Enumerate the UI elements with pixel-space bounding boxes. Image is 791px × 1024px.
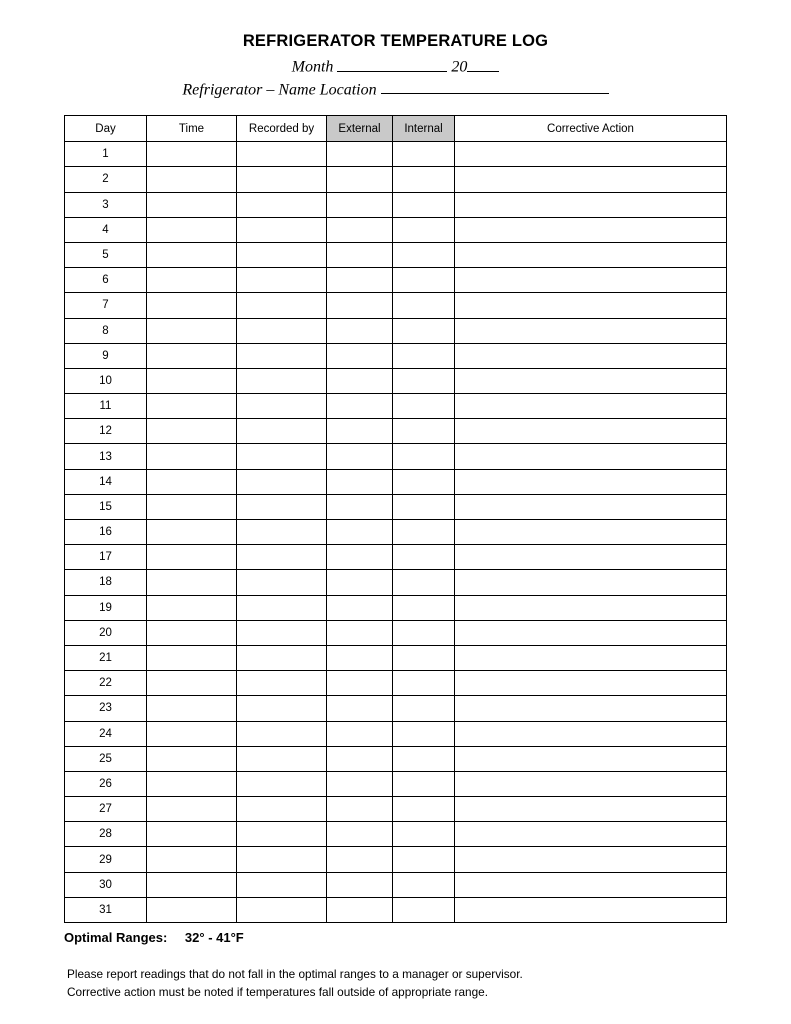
day-cell: 28 [65,822,147,847]
time-cell[interactable] [147,847,237,872]
external-cell[interactable] [327,419,393,444]
internal-cell[interactable] [393,318,455,343]
table-row [65,293,727,318]
recorded-by-cell[interactable] [237,368,327,393]
recorded-by-cell[interactable] [237,167,327,192]
corrective-action-cell[interactable] [455,545,727,570]
internal-cell[interactable] [393,494,455,519]
internal-cell[interactable] [393,293,455,318]
recorded-by-cell[interactable] [237,746,327,771]
external-cell[interactable] [327,721,393,746]
table-row [65,671,727,696]
recorded-by-cell[interactable] [237,721,327,746]
time-cell[interactable] [147,167,237,192]
column-header-corrective-action: Corrective Action [455,116,727,142]
corrective-action-cell[interactable] [455,343,727,368]
day-cell: 16 [65,520,147,545]
day-cell: 22 [65,671,147,696]
recorded-by-cell[interactable] [237,142,327,167]
table-body [65,142,727,923]
day-cell: 26 [65,771,147,796]
external-cell[interactable] [327,570,393,595]
day-cell: 29 [65,847,147,872]
day-cell: 24 [65,721,147,746]
recorded-by-cell[interactable] [237,242,327,267]
recorded-by-cell[interactable] [237,771,327,796]
recorded-by-cell[interactable] [237,847,327,872]
note-line-2: Corrective action must be noted if temperatures fall outside of appropriate range. [67,985,488,1000]
external-cell[interactable] [327,368,393,393]
corrective-action-cell[interactable] [455,797,727,822]
time-cell[interactable] [147,746,237,771]
internal-cell[interactable] [393,469,455,494]
corrective-action-cell[interactable] [455,897,727,922]
table-row [65,242,727,267]
recorded-by-cell[interactable] [237,570,327,595]
time-cell[interactable] [147,545,237,570]
external-cell[interactable] [327,469,393,494]
recorded-by-cell[interactable] [237,343,327,368]
table-row [65,142,727,167]
corrective-action-cell[interactable] [455,268,727,293]
corrective-action-cell[interactable] [455,721,727,746]
time-cell[interactable] [147,822,237,847]
column-header-recorded-by: Recorded by [237,116,327,142]
internal-cell[interactable] [393,570,455,595]
internal-cell[interactable] [393,822,455,847]
day-cell: 7 [65,293,147,318]
recorded-by-cell[interactable] [237,797,327,822]
recorded-by-cell[interactable] [237,268,327,293]
corrective-action-cell[interactable] [455,469,727,494]
month-blank-field[interactable] [337,57,447,72]
day-cell: 4 [65,217,147,242]
internal-cell[interactable] [393,268,455,293]
internal-cell[interactable] [393,746,455,771]
time-cell[interactable] [147,217,237,242]
table-row [65,217,727,242]
external-cell[interactable] [327,520,393,545]
external-cell[interactable] [327,192,393,217]
day-cell: 8 [65,318,147,343]
internal-cell[interactable] [393,394,455,419]
internal-cell[interactable] [393,368,455,393]
recorded-by-cell[interactable] [237,872,327,897]
corrective-action-cell[interactable] [455,192,727,217]
internal-cell[interactable] [393,721,455,746]
corrective-action-cell[interactable] [455,293,727,318]
day-cell: 11 [65,394,147,419]
location-blank-field[interactable] [381,80,609,95]
recorded-by-cell[interactable] [237,545,327,570]
table-row [65,520,727,545]
internal-cell[interactable] [393,192,455,217]
time-cell[interactable] [147,469,237,494]
corrective-action-cell[interactable] [455,419,727,444]
recorded-by-cell[interactable] [237,645,327,670]
table-header-row [65,116,727,142]
day-cell: 15 [65,494,147,519]
internal-cell[interactable] [393,217,455,242]
recorded-by-cell[interactable] [237,671,327,696]
day-cell: 14 [65,469,147,494]
recorded-by-cell[interactable] [237,620,327,645]
corrective-action-cell[interactable] [455,368,727,393]
time-cell[interactable] [147,620,237,645]
external-cell[interactable] [327,847,393,872]
internal-cell[interactable] [393,595,455,620]
external-cell[interactable] [327,897,393,922]
internal-cell[interactable] [393,771,455,796]
external-cell[interactable] [327,394,393,419]
corrective-action-cell[interactable] [455,771,727,796]
month-label: Month [291,58,334,76]
day-cell: 27 [65,797,147,822]
external-cell[interactable] [327,620,393,645]
day-cell: 30 [65,872,147,897]
external-cell[interactable] [327,217,393,242]
day-cell: 2 [65,167,147,192]
day-cell: 5 [65,242,147,267]
table-row [65,797,727,822]
table-row [65,394,727,419]
table-row [65,343,727,368]
time-cell[interactable] [147,797,237,822]
optimal-ranges [64,930,727,945]
recorded-by-cell[interactable] [237,822,327,847]
external-cell[interactable] [327,822,393,847]
time-cell[interactable] [147,242,237,267]
time-cell[interactable] [147,721,237,746]
recorded-by-cell[interactable] [237,192,327,217]
corrective-action-cell[interactable] [455,696,727,721]
day-cell: 31 [65,897,147,922]
table-row [65,771,727,796]
corrective-action-cell[interactable] [455,394,727,419]
time-cell[interactable] [147,419,237,444]
internal-cell[interactable] [393,620,455,645]
year-prefix: 20 [451,58,468,76]
external-cell[interactable] [327,343,393,368]
refrigerator-label: Refrigerator – Name Location [182,81,377,99]
time-cell[interactable] [147,872,237,897]
optimal-ranges-value: 32° - 41°F [184,930,244,945]
external-cell[interactable] [327,771,393,796]
day-cell: 3 [65,192,147,217]
external-cell[interactable] [327,293,393,318]
external-cell[interactable] [327,645,393,670]
table-row [65,167,727,192]
time-cell[interactable] [147,494,237,519]
optimal-ranges-label: Optimal Ranges: [64,930,168,945]
corrective-action-cell[interactable] [455,167,727,192]
column-header-external: External [327,116,393,142]
external-cell[interactable] [327,595,393,620]
column-header-time: Time [147,116,237,142]
recorded-by-cell[interactable] [237,318,327,343]
time-cell[interactable] [147,595,237,620]
external-cell[interactable] [327,696,393,721]
external-cell[interactable] [327,142,393,167]
table-row [65,419,727,444]
recorded-by-cell[interactable] [237,419,327,444]
footer-notes [67,965,727,1002]
time-cell[interactable] [147,318,237,343]
table-row [65,368,727,393]
month-year-line [64,57,727,77]
refrigerator-location-line [64,80,727,100]
internal-cell[interactable] [393,419,455,444]
day-cell: 23 [65,696,147,721]
internal-cell[interactable] [393,520,455,545]
internal-cell[interactable] [393,897,455,922]
recorded-by-cell[interactable] [237,494,327,519]
internal-cell[interactable] [393,545,455,570]
table-row [65,746,727,771]
day-cell: 19 [65,595,147,620]
recorded-by-cell[interactable] [237,897,327,922]
table-row [65,444,727,469]
table-row [65,318,727,343]
internal-cell[interactable] [393,645,455,670]
internal-cell[interactable] [393,847,455,872]
day-cell: 1 [65,142,147,167]
day-cell: 17 [65,545,147,570]
time-cell[interactable] [147,444,237,469]
external-cell[interactable] [327,494,393,519]
day-cell: 18 [65,570,147,595]
internal-cell[interactable] [393,142,455,167]
corrective-action-cell[interactable] [455,595,727,620]
corrective-action-cell[interactable] [455,444,727,469]
time-cell[interactable] [147,192,237,217]
time-cell[interactable] [147,897,237,922]
corrective-action-cell[interactable] [455,242,727,267]
internal-cell[interactable] [393,343,455,368]
table-row [65,822,727,847]
corrective-action-cell[interactable] [455,822,727,847]
recorded-by-cell[interactable] [237,595,327,620]
page-title: REFRIGERATOR TEMPERATURE LOG [242,32,549,50]
external-cell[interactable] [327,671,393,696]
time-cell[interactable] [147,293,237,318]
external-cell[interactable] [327,746,393,771]
external-cell[interactable] [327,318,393,343]
table-row [65,268,727,293]
corrective-action-cell[interactable] [455,847,727,872]
external-cell[interactable] [327,872,393,897]
internal-cell[interactable] [393,671,455,696]
time-cell[interactable] [147,368,237,393]
internal-cell[interactable] [393,872,455,897]
external-cell[interactable] [327,444,393,469]
time-cell[interactable] [147,696,237,721]
corrective-action-cell[interactable] [455,494,727,519]
corrective-action-cell[interactable] [455,217,727,242]
table-row [65,847,727,872]
time-cell[interactable] [147,394,237,419]
time-cell[interactable] [147,268,237,293]
column-header-internal: Internal [393,116,455,142]
recorded-by-cell[interactable] [237,394,327,419]
day-cell: 10 [65,368,147,393]
corrective-action-cell[interactable] [455,142,727,167]
corrective-action-cell[interactable] [455,318,727,343]
recorded-by-cell[interactable] [237,520,327,545]
table-row [65,872,727,897]
year-blank-field[interactable] [467,57,499,72]
corrective-action-cell[interactable] [455,645,727,670]
table-row [65,469,727,494]
external-cell[interactable] [327,797,393,822]
day-cell: 21 [65,645,147,670]
day-cell: 13 [65,444,147,469]
time-cell[interactable] [147,343,237,368]
corrective-action-cell[interactable] [455,570,727,595]
internal-cell[interactable] [393,167,455,192]
time-cell[interactable] [147,520,237,545]
external-cell[interactable] [327,242,393,267]
table-row [65,620,727,645]
time-cell[interactable] [147,645,237,670]
internal-cell[interactable] [393,444,455,469]
corrective-action-cell[interactable] [455,872,727,897]
time-cell[interactable] [147,570,237,595]
time-cell[interactable] [147,771,237,796]
recorded-by-cell[interactable] [237,696,327,721]
table-row [65,645,727,670]
table-row [65,570,727,595]
note-line-1: Please report readings that do not fall in the optimal ranges to a manager or supervisor. [67,967,523,981]
corrective-action-cell[interactable] [455,746,727,771]
internal-cell[interactable] [393,797,455,822]
internal-cell[interactable] [393,242,455,267]
corrective-action-cell[interactable] [455,520,727,545]
recorded-by-cell[interactable] [237,469,327,494]
corrective-action-cell[interactable] [455,671,727,696]
external-cell[interactable] [327,545,393,570]
recorded-by-cell[interactable] [237,444,327,469]
column-header-day: Day [65,116,147,142]
recorded-by-cell[interactable] [237,293,327,318]
external-cell[interactable] [327,167,393,192]
temperature-log-table [64,115,727,923]
external-cell[interactable] [327,268,393,293]
recorded-by-cell[interactable] [237,217,327,242]
day-cell: 20 [65,620,147,645]
table-row [65,494,727,519]
table-row [65,545,727,570]
table-row [65,721,727,746]
day-cell: 12 [65,419,147,444]
day-cell: 9 [65,343,147,368]
day-cell: 25 [65,746,147,771]
day-cell: 6 [65,268,147,293]
time-cell[interactable] [147,142,237,167]
table-row [65,192,727,217]
internal-cell[interactable] [393,696,455,721]
corrective-action-cell[interactable] [455,620,727,645]
table-row [65,696,727,721]
table-row [65,897,727,922]
time-cell[interactable] [147,671,237,696]
table-row [65,595,727,620]
